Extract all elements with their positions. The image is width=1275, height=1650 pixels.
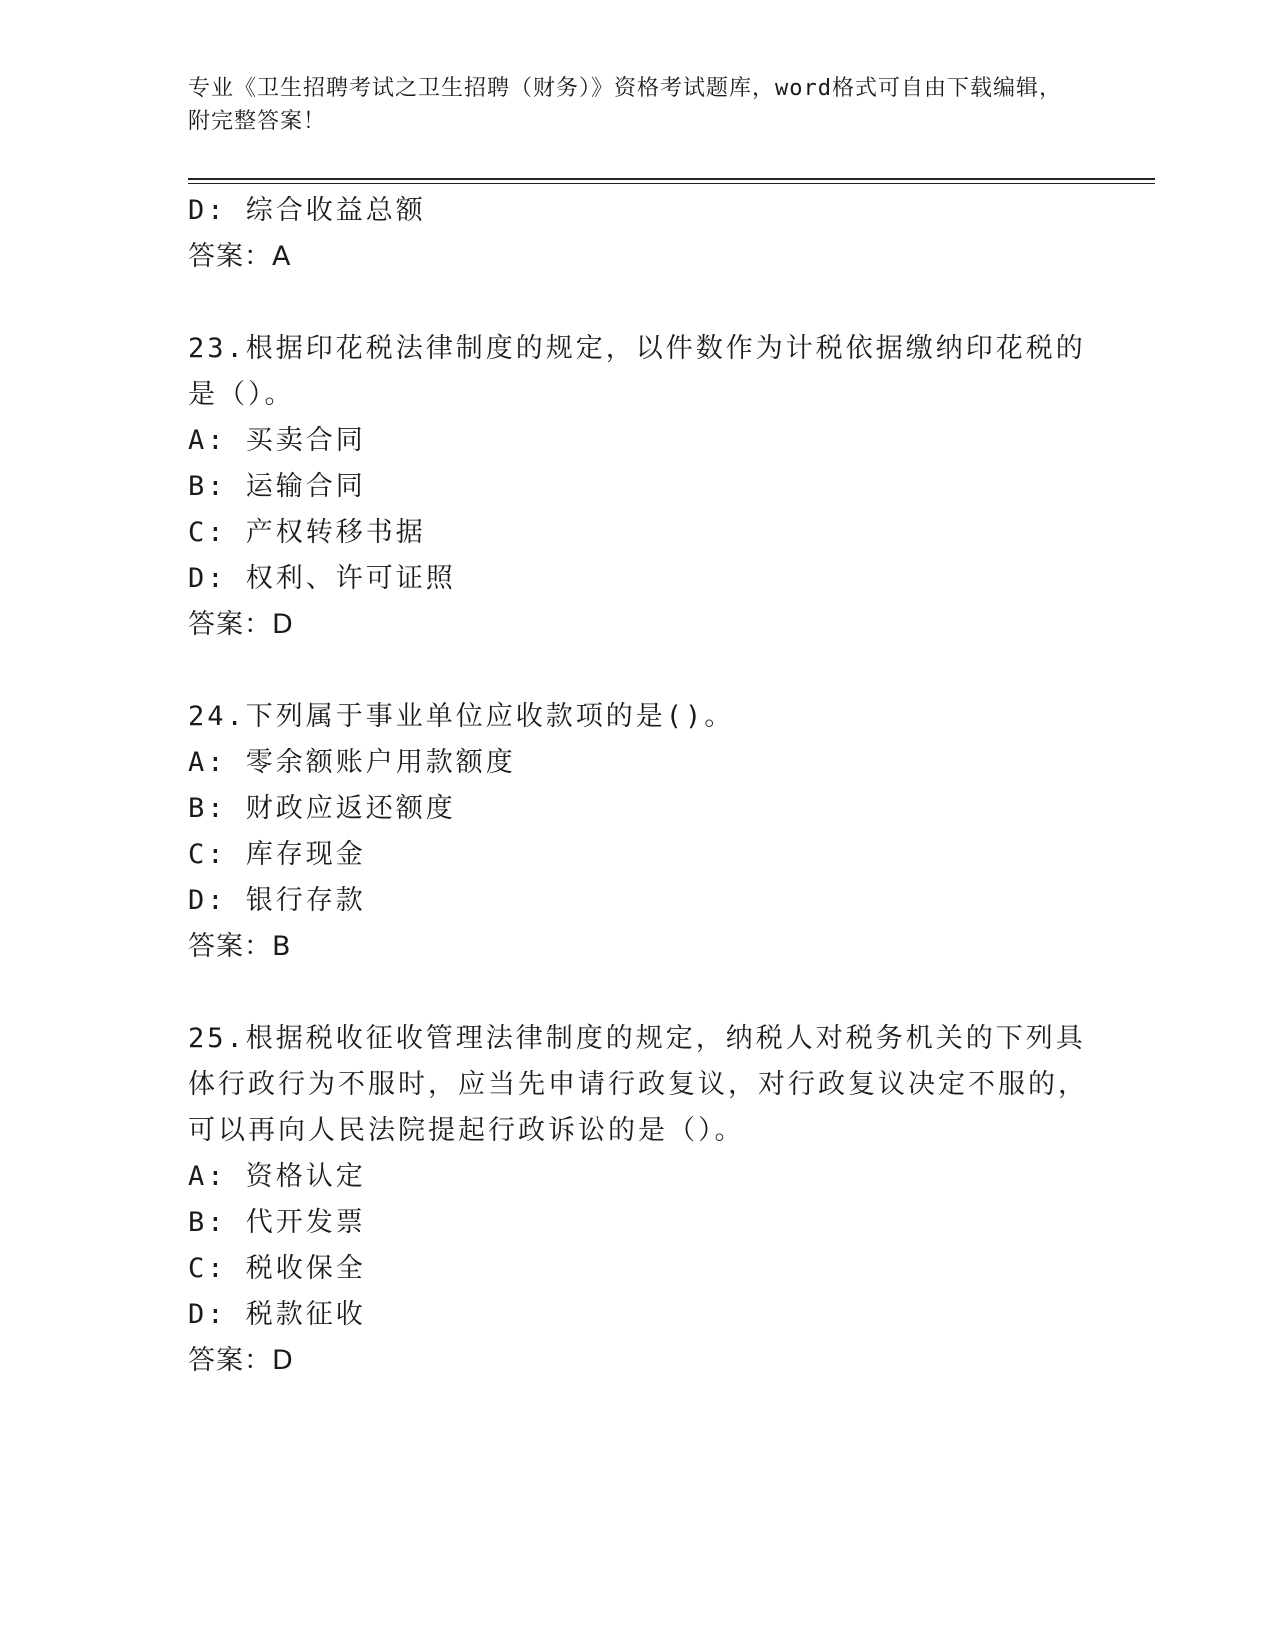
document-header: 专业《卫生招聘考试之卫生招聘（财务）》资格考试题库，word格式可自由下载编辑，附完整答案！ bbox=[188, 76, 1062, 134]
question-text: 23.根据印花税法律制度的规定，以件数作为计税依据缴纳印花税的是（）。 bbox=[188, 333, 1086, 410]
option-a: A: 零余额账户用款额度 bbox=[188, 747, 516, 778]
option-d: D: 银行存款 bbox=[188, 885, 366, 916]
option-b: B: 代开发票 bbox=[188, 1207, 366, 1238]
answer: 答案：B bbox=[188, 931, 292, 962]
option-c: C: 库存现金 bbox=[188, 839, 366, 870]
option-b: B: 财政应返还额度 bbox=[188, 793, 456, 824]
question-text: 24.下列属于事业单位应收款项的是()。 bbox=[188, 701, 735, 732]
option-d: D: 税款征收 bbox=[188, 1299, 366, 1330]
answer: 答案：D bbox=[188, 1345, 294, 1376]
option-d: D: 权利、许可证照 bbox=[188, 563, 456, 594]
question-24 bbox=[188, 694, 1088, 970]
header-divider-thin bbox=[188, 183, 1155, 184]
option-a: A: 买卖合同 bbox=[188, 425, 366, 456]
answer: 答案：D bbox=[188, 609, 294, 640]
prev-option-d: D: 综合收益总额 bbox=[188, 195, 426, 226]
option-c: C: 产权转移书据 bbox=[188, 517, 426, 548]
option-b: B: 运输合同 bbox=[188, 471, 366, 502]
question-23 bbox=[188, 326, 1088, 648]
header-divider-thick bbox=[188, 178, 1155, 180]
question-25 bbox=[188, 1016, 1088, 1384]
option-a: A: 资格认定 bbox=[188, 1161, 366, 1192]
prev-answer: 答案：A bbox=[188, 241, 292, 272]
question-text: 25.根据税收征收管理法律制度的规定，纳税人对税务机关的下列具体行政行为不服时，应当先申请行政复议，对行政复议决定不服的，可以再向人民法院提起行政诉讼的是（）。 bbox=[188, 1023, 1088, 1146]
option-c: C: 税收保全 bbox=[188, 1253, 366, 1284]
question-list bbox=[188, 188, 1088, 1384]
